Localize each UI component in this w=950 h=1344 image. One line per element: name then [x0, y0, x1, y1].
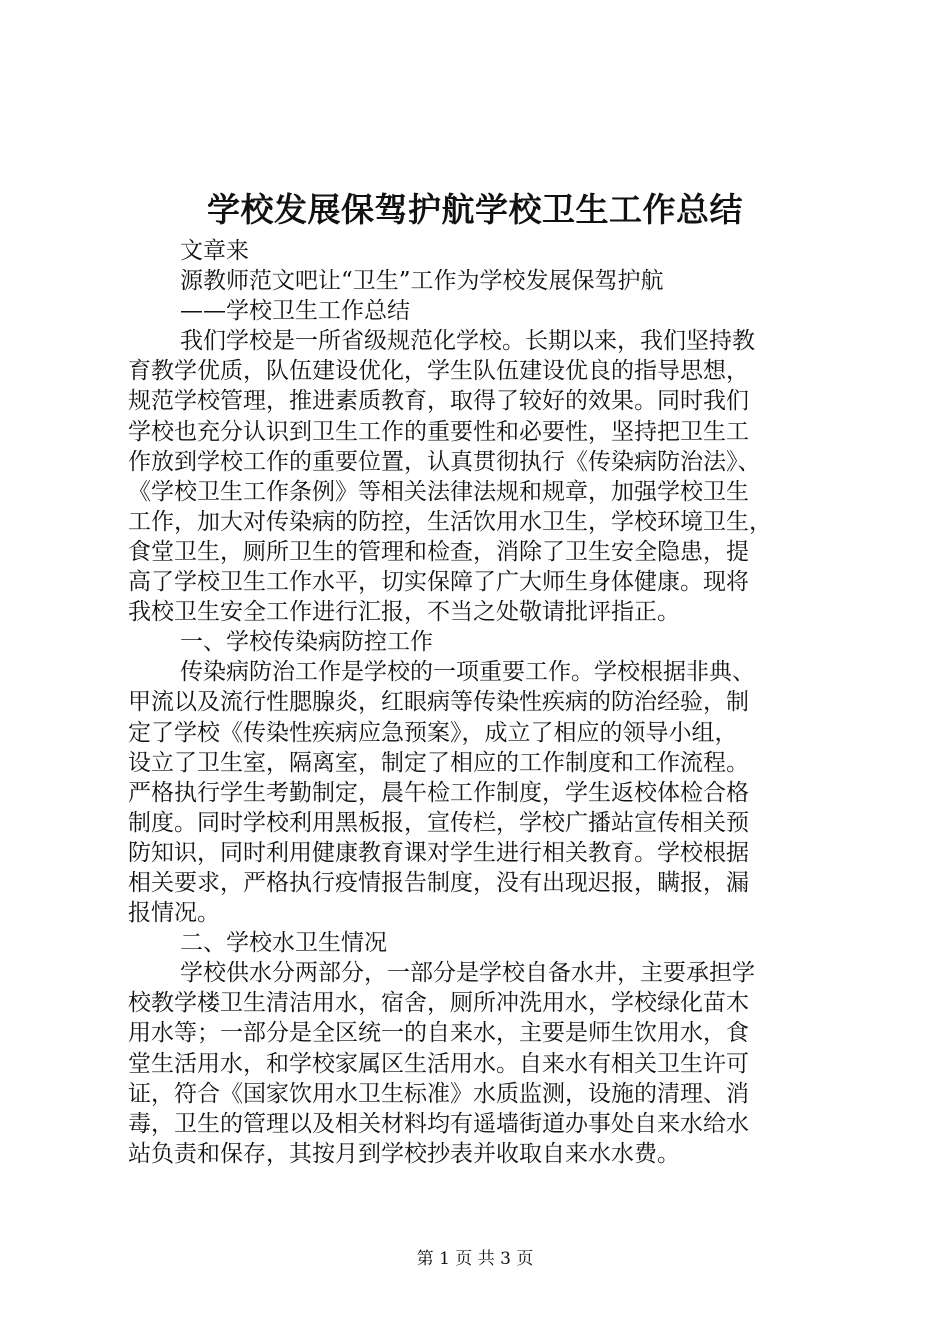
page-footer: 第 1 页 共 3 页 — [416, 1249, 534, 1269]
text-line: 我们学校是一所省级规范化学校。长期以来，我们坚持教 — [180, 328, 755, 355]
text-line: 防知识，同时利用健康教育课对学生进行相关教育。学校根据 — [128, 839, 749, 866]
text-line: 报情况。 — [128, 900, 220, 927]
document-body — [128, 236, 832, 1169]
text-line: 设立了卫生室，隔离室，制定了相应的工作制度和工作流程。 — [128, 749, 749, 776]
text-line: 传染病防治工作是学校的一项重要工作。学校根据非典、 — [180, 659, 755, 686]
text-line: 用水等；一部分是全区统一的自来水，主要是师生饮用水，食 — [128, 1020, 749, 1047]
text-line: 规范学校管理，推进素质教育，取得了较好的效果。同时我们 — [128, 388, 749, 415]
text-line: 站负责和保存，其按月到学校抄表并收取自来水水费。 — [128, 1140, 680, 1167]
text-line: 制度。同时学校利用黑板报，宣传栏，学校广播站宣传相关预 — [128, 809, 749, 836]
text-line: 文章来 — [180, 238, 249, 264]
text-line: 学校供水分两部分，一部分是学校自备水井，主要承担学 — [180, 960, 755, 987]
text-line: 毒，卫生的管理以及相关材料均有遥墙街道办事处自来水给水 — [128, 1110, 749, 1137]
text-line: 校教学楼卫生清洁用水，宿舍，厕所冲洗用水，学校绿化苗木 — [128, 990, 749, 1017]
text-line: 严格执行学生考勤制定，晨午检工作制度，学生返校体检合格 — [128, 779, 749, 806]
text-line: 工作，加大对传染病的防控，生活饮用水卫生，学校环境卫生， — [128, 508, 772, 535]
text-line: 证，符合《国家饮用水卫生标准》水质监测，设施的清理、消 — [128, 1080, 749, 1107]
text-line: 《学校卫生工作条例》等相关法律法规和规章，加强学校卫生 — [128, 478, 749, 505]
text-line: 相关要求，严格执行疫情报告制度，没有出现迟报，瞒报，漏 — [128, 869, 749, 896]
text-line: 源教师范文吧让“卫生”工作为学校发展保驾护航 — [180, 268, 664, 295]
text-line: 定了学校《传染性疾病应急预案》，成立了相应的领导小组， — [128, 719, 738, 746]
text-line: 作放到学校工作的重要位置，认真贯彻执行《传染病防治法》、 — [128, 448, 761, 475]
text-line: 育教学优质，队伍建设优化，学生队伍建设优良的指导思想， — [128, 358, 749, 385]
text-line: 一、学校传染病防控工作 — [180, 629, 433, 656]
text-line: 二、学校水卫生情况 — [180, 930, 387, 957]
text-line: 高了学校卫生工作水平，切实保障了广大师生身体健康。现将 — [128, 569, 749, 596]
text-line: 学校也充分认识到卫生工作的重要性和必要性，坚持把卫生工 — [128, 418, 749, 445]
text-line: 我校卫生安全工作进行汇报，不当之处敬请批评指正。 — [128, 599, 680, 626]
document-title: 学校发展保驾护航学校卫生工作总结 — [207, 190, 743, 229]
text-line: ——学校卫生工作总结 — [180, 298, 410, 325]
text-line: 甲流以及流行性腮腺炎，红眼病等传染性疾病的防治经验，制 — [128, 689, 749, 716]
text-line: 食堂卫生，厕所卫生的管理和检查，消除了卫生安全隐患，提 — [128, 538, 749, 565]
text-line: 堂生活用水，和学校家属区生活用水。自来水有相关卫生许可 — [128, 1050, 749, 1077]
